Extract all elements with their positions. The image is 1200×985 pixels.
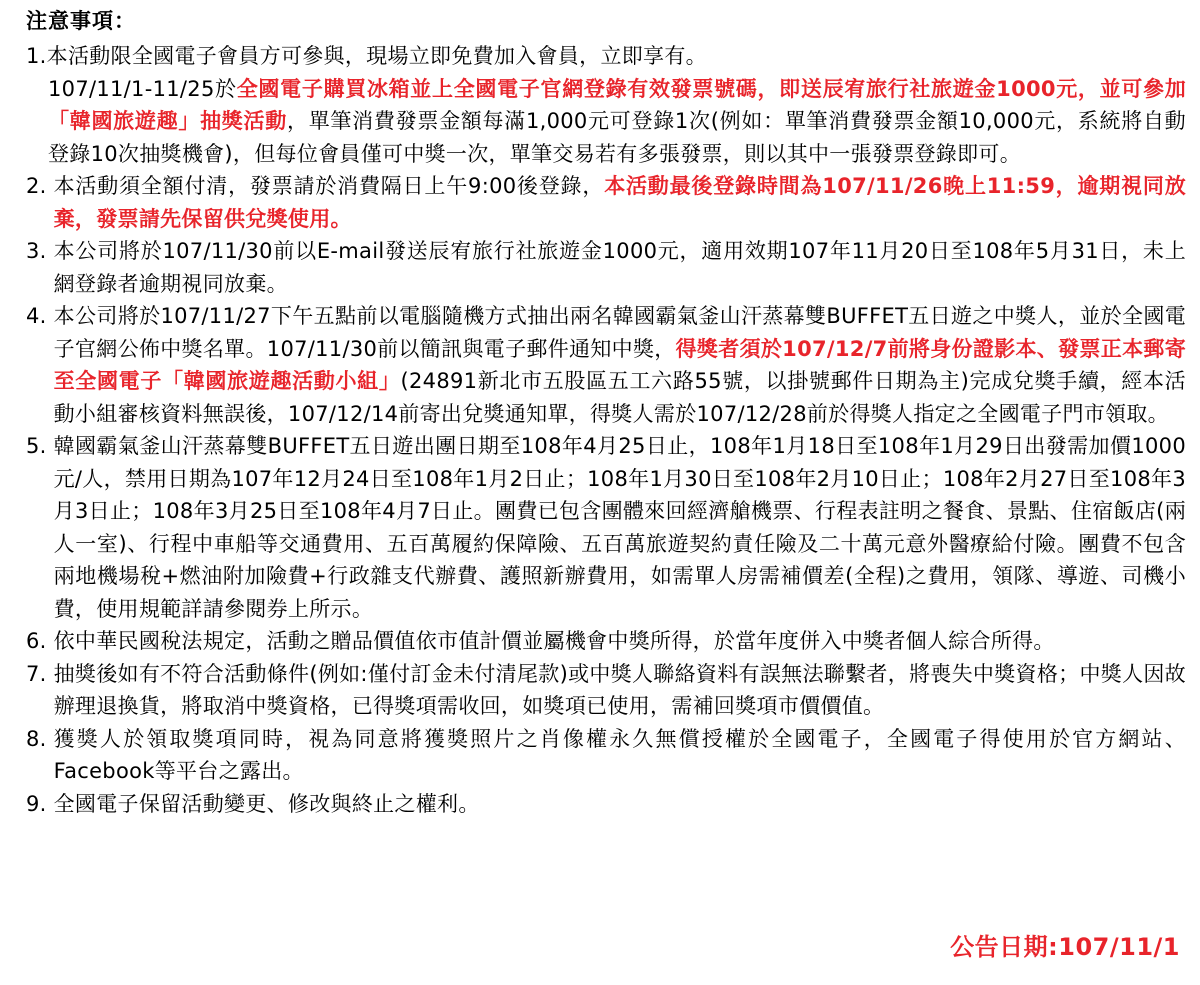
notice-item-text: [54, 235, 1186, 300]
body-text: 依中華民國稅法規定，活動之贈品價值依市值計價並屬機會中獎所得，於當年度併入中獎者個人綜合所得。: [53, 629, 1055, 653]
body-text: 107/11/1-11/25於: [48, 76, 237, 101]
notice-item: [26, 235, 1186, 300]
notice-item-text: [26, 73, 1186, 171]
notice-item-text: [54, 170, 1186, 235]
body-text: 本公司將於107/11/30前以E-mail發送辰宥旅行社旅遊金1000元，適用效期107年11月20日至108年5月31日，未上網登錄者逾期視同放棄。: [53, 239, 1186, 296]
body-text: ，單筆消費發票金額每滿1,000元可登錄1次(例如：單筆消費發票金額10,000元，系統將自動登錄10次抽獎機會)，但每位會員僅可中獎一次，單筆交易若有多張發票，則以其中一張發票登錄即可。: [48, 109, 1186, 166]
notice-item: [26, 40, 1186, 73]
body-text: 抽獎後如有不符合活動條件(例如:僅付訂金未付清尾款)或中獎人聯絡資料有誤無法聯繫者，將喪失中獎資格；中獎人因故辦理退換貨，將取消中獎資格，已得獎項需收回，如獎項已使用，需補回獎項市價價值。: [53, 661, 1186, 718]
notice-item-number: 8.: [26, 726, 54, 751]
announcement-date: 公告日期:107/11/1: [950, 933, 1180, 961]
notice-item: [26, 73, 1186, 171]
body-text: 本公司將於107/11/27下午五點前以電腦隨機方式抽出兩名韓國霸氣釜山汗蒸幕雙BUFFET五日遊之中獎人，並於全國電子官網公佈中獎名單。107/11/30前以簡訊與電子郵件通知中獎，: [53, 304, 1186, 361]
highlighted-text: 得獎者須於107/12/7前將身份證影本、發票正本郵寄至全國電子「韓國旅遊趣活動小組」: [53, 336, 1186, 393]
body-text: (24891新北市五股區五工六路55號，以掛號郵件日期為主)完成兌獎手續，經本活動小組審核資料無誤後，107/12/14前寄出兌獎通知單，得獎人需於107/12/28前於得獎人指定之全國電子門市領取。: [53, 369, 1186, 426]
notice-item-number: 9.: [26, 791, 54, 816]
notice-item-text: [54, 430, 1186, 625]
notice-item-text: [54, 658, 1186, 723]
notice-item: [26, 658, 1186, 723]
notice-item: [26, 170, 1186, 235]
notice-item-number: 2.: [26, 174, 54, 198]
notice-item: [26, 430, 1186, 625]
body-text: 韓國霸氣釜山汗蒸幕雙BUFFET五日遊出團日期至108年4月25日止，108年1月18日至108年1月29日出發需加價1000元/人，禁用日期為107年12月24日至108年1月2日止；108年1月30日至108年2月10日止；108年2月27日至108年3月3日止；108年3月25日至108年4月7日止。團費已包含團體來回經濟艙機票、行程表註明之餐食、景點、住宿飯店(兩人一室)、行程中車船等交通費用、五百萬履約保障險、五百萬旅遊契約責任險及二十萬元意外醫療給付險。團費不包含兩地機場稅+燃油附加險費+行政雜支代辦費、護照新辦費用，如需單人房需補價差(全程)之費用，領隊、導遊、司機小費，使用規範詳請參閱券上所示。: [53, 434, 1186, 621]
notice-item: [26, 300, 1186, 430]
highlighted-text: 本活動最後登錄時間為107/11/26晚上11:59，逾期視同放棄，發票請先保留供兌獎使用。: [53, 174, 1186, 231]
notice-item-number: 7.: [26, 661, 54, 686]
notice-item: [26, 788, 1186, 821]
notice-item-number: 6.: [26, 629, 54, 653]
notice-item-number: 5.: [26, 434, 54, 458]
notice-item-text: [54, 625, 1186, 658]
notice-item-number: 4.: [26, 304, 54, 328]
highlighted-text: 全國電子購買冰箱並上全國電子官網登錄有效發票號碼，即送辰宥旅行社旅遊金1000元，並可參加「韓國旅遊趣」抽獎活動: [48, 76, 1186, 133]
notice-item: [26, 625, 1186, 658]
notice-heading: 注意事項：: [26, 9, 136, 33]
notice-list: [26, 40, 1186, 820]
notice-item-number: 1.: [26, 44, 47, 68]
body-text: 本活動限全國電子會員方可參與，現場立即免費加入會員，立即享有。: [46, 44, 707, 68]
notice-item-text: [54, 788, 1186, 821]
body-text: 全國電子保留活動變更、修改與終止之權利。: [53, 791, 480, 816]
notice-item-text: [54, 300, 1186, 430]
notice-item-number: 3.: [26, 239, 54, 263]
body-text: 本活動須全額付清，發票請於消費隔日上午9:00後登錄，: [53, 174, 605, 198]
notice-item-text: [54, 723, 1186, 788]
notice-item: [26, 723, 1186, 788]
notice-item-text: [47, 40, 1186, 73]
body-text: 獲獎人於領取獎項同時，視為同意將獲獎照片之肖像權永久無償授權於全國電子，全國電子得使用於官方網站、Facebook等平台之露出。: [53, 726, 1186, 783]
